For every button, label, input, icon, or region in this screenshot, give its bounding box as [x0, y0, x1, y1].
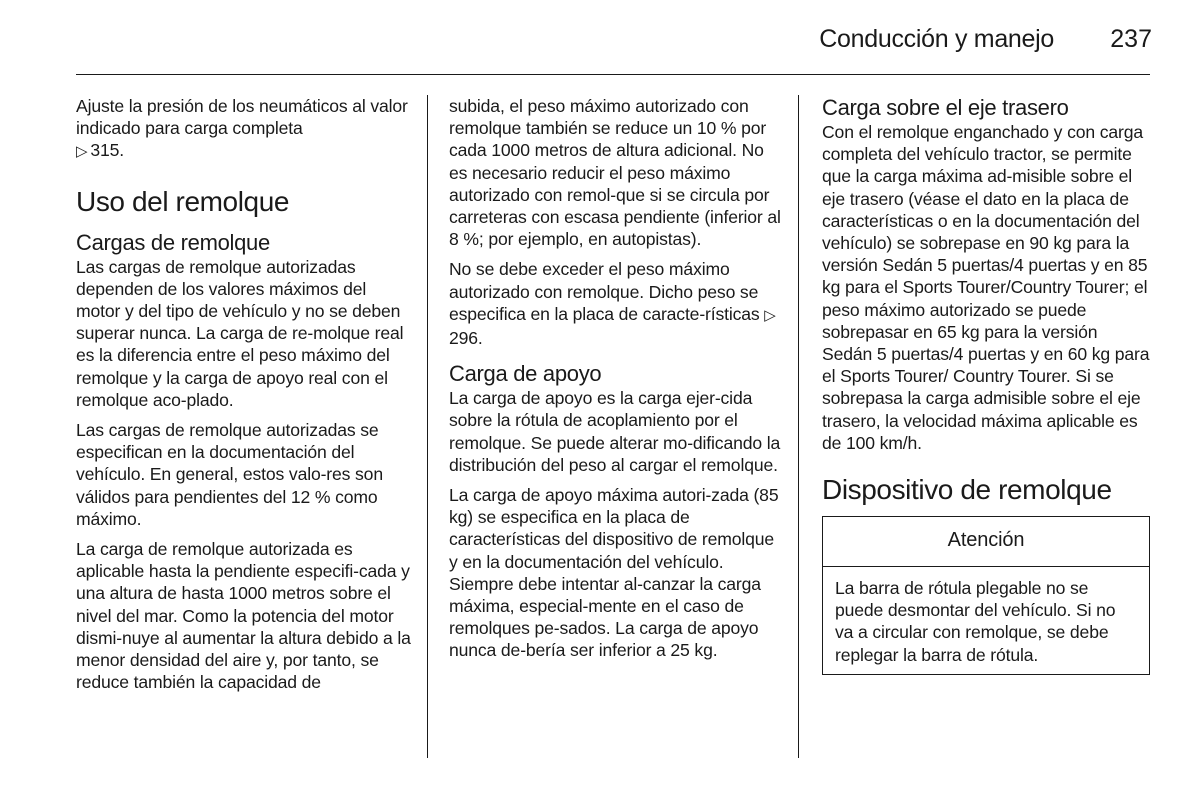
attention-notice [822, 516, 1150, 675]
notice-title: Atención [823, 517, 1149, 567]
paragraph: Las cargas de remolque autorizadas dependen de los valores máximos del motor y del tipo de vehículo y no se deben superar nunca. La carga de re-molque real es la diferencia entre el peso máximo del remolque y la carga de apoyo real con el remolque aco-plado. [76, 256, 404, 410]
paragraph [449, 258, 781, 349]
paragraph: La carga de remolque autorizada es aplicable hasta la pendiente especifi-cada y una altura de hasta 1000 metros sobre el nivel del mar. Como la potencia del motor dismi-nuye al aumentar la altura debido a la menor densidad del aire y, por tanto, se reduce también la capacidad de [76, 539, 411, 693]
column-divider-1 [427, 95, 428, 758]
column-divider-2 [798, 95, 799, 758]
section-heading-trailer-use: Uso del remolque [76, 185, 290, 217]
subheading-rear-axle-load: Carga sobre el eje trasero [822, 95, 1069, 120]
subheading-support-load: Carga de apoyo [449, 361, 602, 387]
page-header-title: Conducción y manejo [819, 25, 1054, 53]
page-number: 237 [1110, 25, 1152, 53]
cross-reference-arrow-icon: ▷ [76, 143, 88, 161]
paragraph: La carga de apoyo es la carga ejer-cida sobre la rótula de acoplamiento por el remolque. Se puede alterar mo-dificando la distribución del peso al cargar el remolque. [449, 388, 781, 475]
intro-paragraph [76, 95, 412, 164]
header-divider [76, 74, 1150, 75]
paragraph: subida, el peso máximo autorizado con remolque también se reduce un 10 % por cada 1000 metros de altura adicional. No es necesario reducir el peso máximo autorizado con remol-que si se circula por carreteras con escasa pendiente (inferior al 8 %; por ejemplo, en autopistas). [449, 96, 781, 250]
column-2 [449, 95, 781, 670]
paragraph: Las cargas de remolque autorizadas se especifican en la documentación del vehículo. En general, estos valo-res son válidos para pendientes del 12 % como máximo. [76, 420, 383, 529]
paragraph: La carga de apoyo máxima autori-zada (85 kg) se especifica en la placa de características del dispositivo de remolque y en la documentación del vehículo. Siempre debe intentar al-canzar la carga máxima, especial-mente en el caso de remolques pe-sados. La carga de apoyo nunca de-bería ser inferior a 25 kg. [449, 485, 779, 661]
plate-page-ref[interactable]: 296. [449, 328, 483, 349]
notice-text: La barra de rótula plegable no se puede desmontar del vehículo. Si no va a circular con remolque, se debe replegar la barra de rótula. [835, 578, 1116, 665]
intro-text: Ajuste la presión de los neumáticos al valor indicado para carga completa [76, 96, 408, 139]
column-1 [76, 95, 412, 701]
section-heading-towing-device: Dispositivo de remolque [822, 474, 1112, 506]
paragraph: Con el remolque enganchado y con carga completa del vehículo tractor, se permite que la carga máxima ad-misible sobre el eje trasero (véase el dato en la placa de características o en la documentación del vehículo) se sobrepase en 90 kg para la versión Sedán 5 puertas/4 puertas y en 85 kg para el Sports Tourer/Country Tourer; el peso máximo autorizado se puede sobrepasar en 65 kg para la versión Sedán 5 puertas/4 puertas y en 60 kg para el Sports Tourer/ Country Tourer. Si se sobrepasa la carga admisible sobre el eje trasero, la velocidad máxima aplicable es de 100 km/h. [822, 122, 1150, 453]
column-3 [822, 95, 1152, 675]
intro-page-ref[interactable]: 315. [90, 140, 125, 161]
subheading-trailer-loads: Cargas de remolque [76, 229, 270, 255]
cross-reference-arrow-icon: ▷ [764, 306, 776, 324]
paragraph-text: No se debe exceder el peso máximo autorizado con remolque. Dicho peso se especifica en la placa de caracte-rísticas [449, 259, 760, 324]
